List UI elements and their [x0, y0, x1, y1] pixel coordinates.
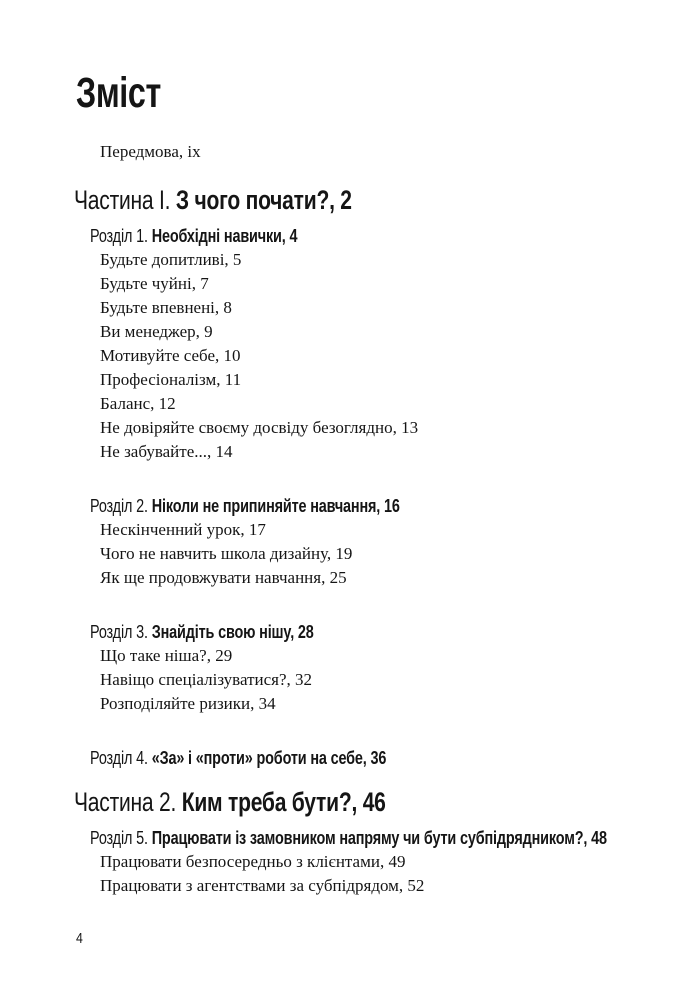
part-title: З чого почати?, 2	[175, 185, 352, 215]
toc-chapter	[0, 620, 700, 716]
chapter-heading	[90, 494, 566, 518]
chapter-title: Працювати із замовником напряму чи бути субпідрядником?, 48	[151, 827, 607, 848]
chapter-heading	[90, 224, 566, 248]
chapter-label: Розділ 5.	[90, 827, 148, 848]
chapter-heading	[90, 826, 607, 850]
part-label: Частина I.	[74, 185, 171, 215]
toc-chapter	[0, 746, 700, 770]
toc-chapter	[0, 494, 700, 590]
chapter-heading	[90, 746, 566, 770]
toc-entry: Мотивуйте себе, 10	[100, 346, 241, 365]
toc-entry: Чого не навчить школа дизайну, 19	[100, 544, 353, 563]
part-label: Частина 2.	[74, 787, 177, 817]
toc-part	[0, 786, 700, 898]
toc-entry: Баланс, 12	[100, 394, 176, 413]
part-title: Ким треба бути?, 46	[181, 787, 386, 817]
chapter-label: Розділ 4.	[90, 747, 148, 768]
toc-entry: Працювати з агентствами за субпідрядом, 52	[100, 876, 425, 895]
chapter-title: Ніколи не припиняйте навчання, 16	[151, 495, 400, 516]
toc-entry: Не довіряйте своєму досвіду безоглядно, 13	[100, 418, 419, 437]
chapter-title: Необхідні навички, 4	[151, 225, 298, 246]
toc-chapter	[0, 826, 700, 898]
toc-entry: Навіщо спеціалізуватися?, 32	[100, 670, 313, 689]
chapter-entries	[100, 248, 700, 464]
toc-entry: Нескінченний урок, 17	[100, 520, 266, 539]
toc-entry: Будьте допитливі, 5	[100, 250, 242, 269]
toc-chapter	[0, 224, 700, 464]
part-heading	[74, 786, 562, 818]
toc-entry: Професіоналізм, 11	[100, 370, 242, 389]
toc-entry: Будьте чуйні, 7	[100, 274, 209, 293]
toc-entry: Працювати безпосередньо з клієнтами, 49	[100, 852, 406, 871]
toc-entry: Розподіляйте ризики, 34	[100, 694, 276, 713]
chapter-title: Знайдіть свою нішу, 28	[151, 621, 314, 642]
page-title: Зміст	[76, 69, 161, 117]
toc-entry: Будьте впевнені, 8	[100, 298, 232, 317]
toc-entry: Ви менеджер, 9	[100, 322, 213, 341]
chapter-heading	[90, 620, 566, 644]
chapter-label: Розділ 3.	[90, 621, 148, 642]
toc-entry: Як ще продовжувати навчання, 25	[100, 568, 347, 587]
chapter-label: Розділ 1.	[90, 225, 148, 246]
toc-entry: Що таке ніша?, 29	[100, 646, 233, 665]
chapter-label: Розділ 2.	[90, 495, 148, 516]
chapter-entries	[100, 644, 700, 716]
chapter-title: «За» і «проти» роботи на себе, 36	[151, 747, 387, 768]
toc-part	[0, 184, 700, 770]
front-matter-entry: Передмова, ix	[100, 142, 201, 161]
chapter-entries	[100, 518, 700, 590]
chapter-entries	[100, 850, 700, 898]
toc-entry: Не забувайте..., 14	[100, 442, 233, 461]
part-heading	[74, 184, 562, 216]
page-number: 4	[76, 930, 83, 947]
